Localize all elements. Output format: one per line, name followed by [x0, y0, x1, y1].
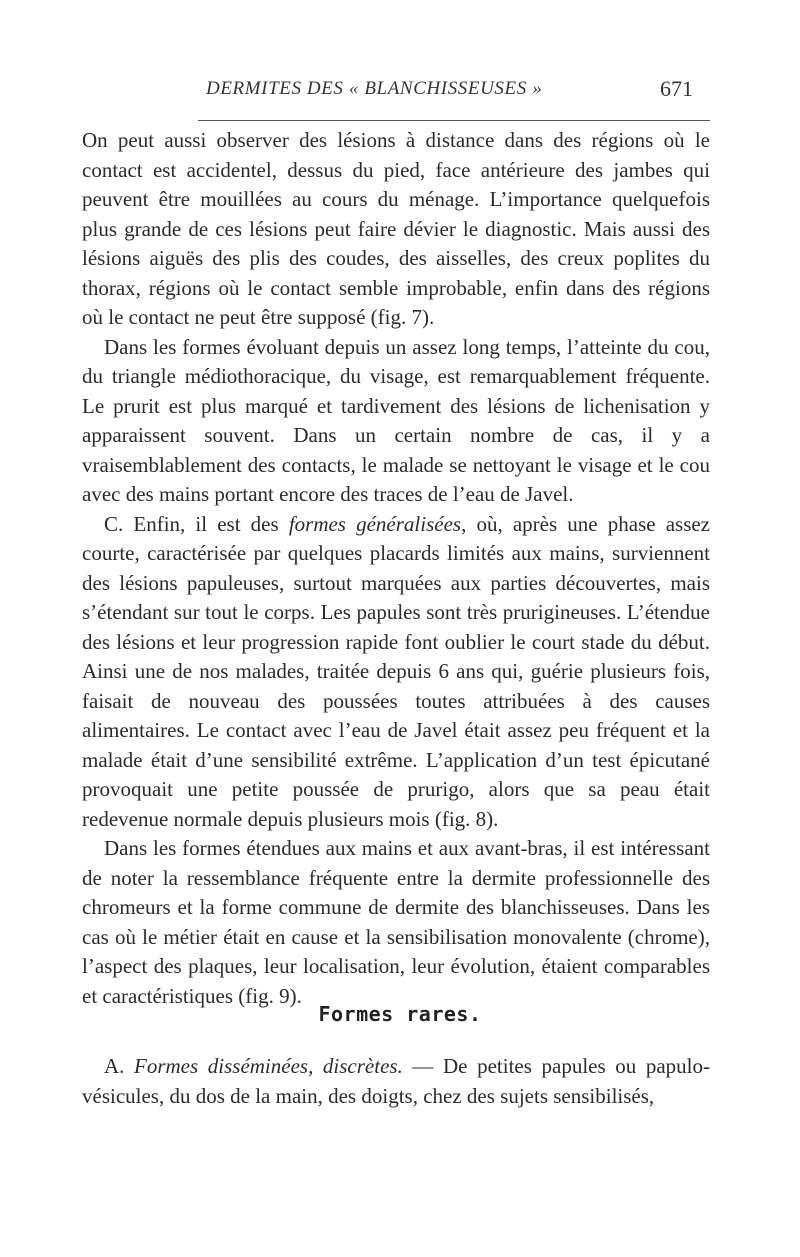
- paragraph-3-emphasis: formes généralisées: [288, 511, 462, 536]
- section-heading: Formes rares.: [318, 1002, 482, 1026]
- paragraph-5-emphasis: Formes disséminées, discrètes.: [134, 1054, 403, 1078]
- paragraph-1: On peut aussi observer des lésions à distance dans des régions où le contact est accidentel, dessus du pied, face antérieure des jambes qui peuvent être mouillées au cours du ménage. L’importance quelquefois plus grande de ces lésions peut faire dévier le diagnostic. Mais aussi des lésions aiguës des plis des coudes, des aisselles, des creux poplites du thorax, régions où le contact semble improbable, enfin dans des régions où le contact ne peut être supposé (fig. 7).: [82, 128, 710, 329]
- page-number: 671: [660, 76, 693, 101]
- section-text: [82, 1052, 710, 1111]
- running-header: [0, 72, 800, 102]
- main-text: [82, 126, 710, 1011]
- paragraph-5: [82, 1052, 710, 1111]
- paragraph-3: [82, 510, 710, 835]
- paragraph-3-rest: , où, après une phase assez courte, caractérisée par quelques placards limités aux mains, surviennent des lésions papuleuses, surtout marquées aux parties découvertes, mais s’étendant sur tout le corps. Les papules sont très prurigineuses. L’étendue des lésions et leur progression rapide font oublier le court stade du début. Ainsi une de nos malades, traitée depuis 6 ans qui, guérie plusieurs fois, faisait de nouveau des poussées toutes attribuées à des causes alimentaires. Le contact avec l’eau de Javel était assez peu fréquent et la malade était d’une sensibilité extrême. L’application d’un test épicutané provoquait une petite poussée de prurigo, alors que sa peau était redevenue normale depuis plusieurs mois (fig. 8).: [82, 511, 711, 831]
- paragraph-2: Dans les formes évoluant depuis un assez long temps, l’atteinte du cou, du triangle médiothoracique, du visage, est remarquablement fréquente. Le prurit est plus marqué et tardivement des lésions de lichenisation y apparaissent souvent. Dans un certain nombre de cas, il y a vraisemblablement des contacts, le malade se nettoyant le visage et le cou avec des mains portant encore des traces de l’eau de Javel.: [82, 334, 710, 506]
- paragraph-5-rest: — De petites papules ou papulo-vésicules, du dos de la main, des doigts, chez des sujets sensibilisés,: [82, 1054, 710, 1108]
- paragraph-4: Dans les formes étendues aux mains et aux avant-bras, il est intéressant de noter la ressemblance fréquente entre la dermite professionnelle des chromeurs et la forme commune de dermite des blanchisseuses. Dans les cas où le métier était en cause et la sensibilisation monovalente (chrome), l’aspect des plaques, leur localisation, leur évolution, étaient comparables et caractéristiques (fig. 9).: [82, 836, 710, 1008]
- paragraph-3-lead: C. Enfin, il est des: [104, 511, 289, 536]
- paragraph-5-lead: A.: [104, 1054, 135, 1078]
- header-rule: [198, 120, 710, 121]
- running-head-title: DERMITES DES « BLANCHISSEUSES »: [206, 78, 543, 99]
